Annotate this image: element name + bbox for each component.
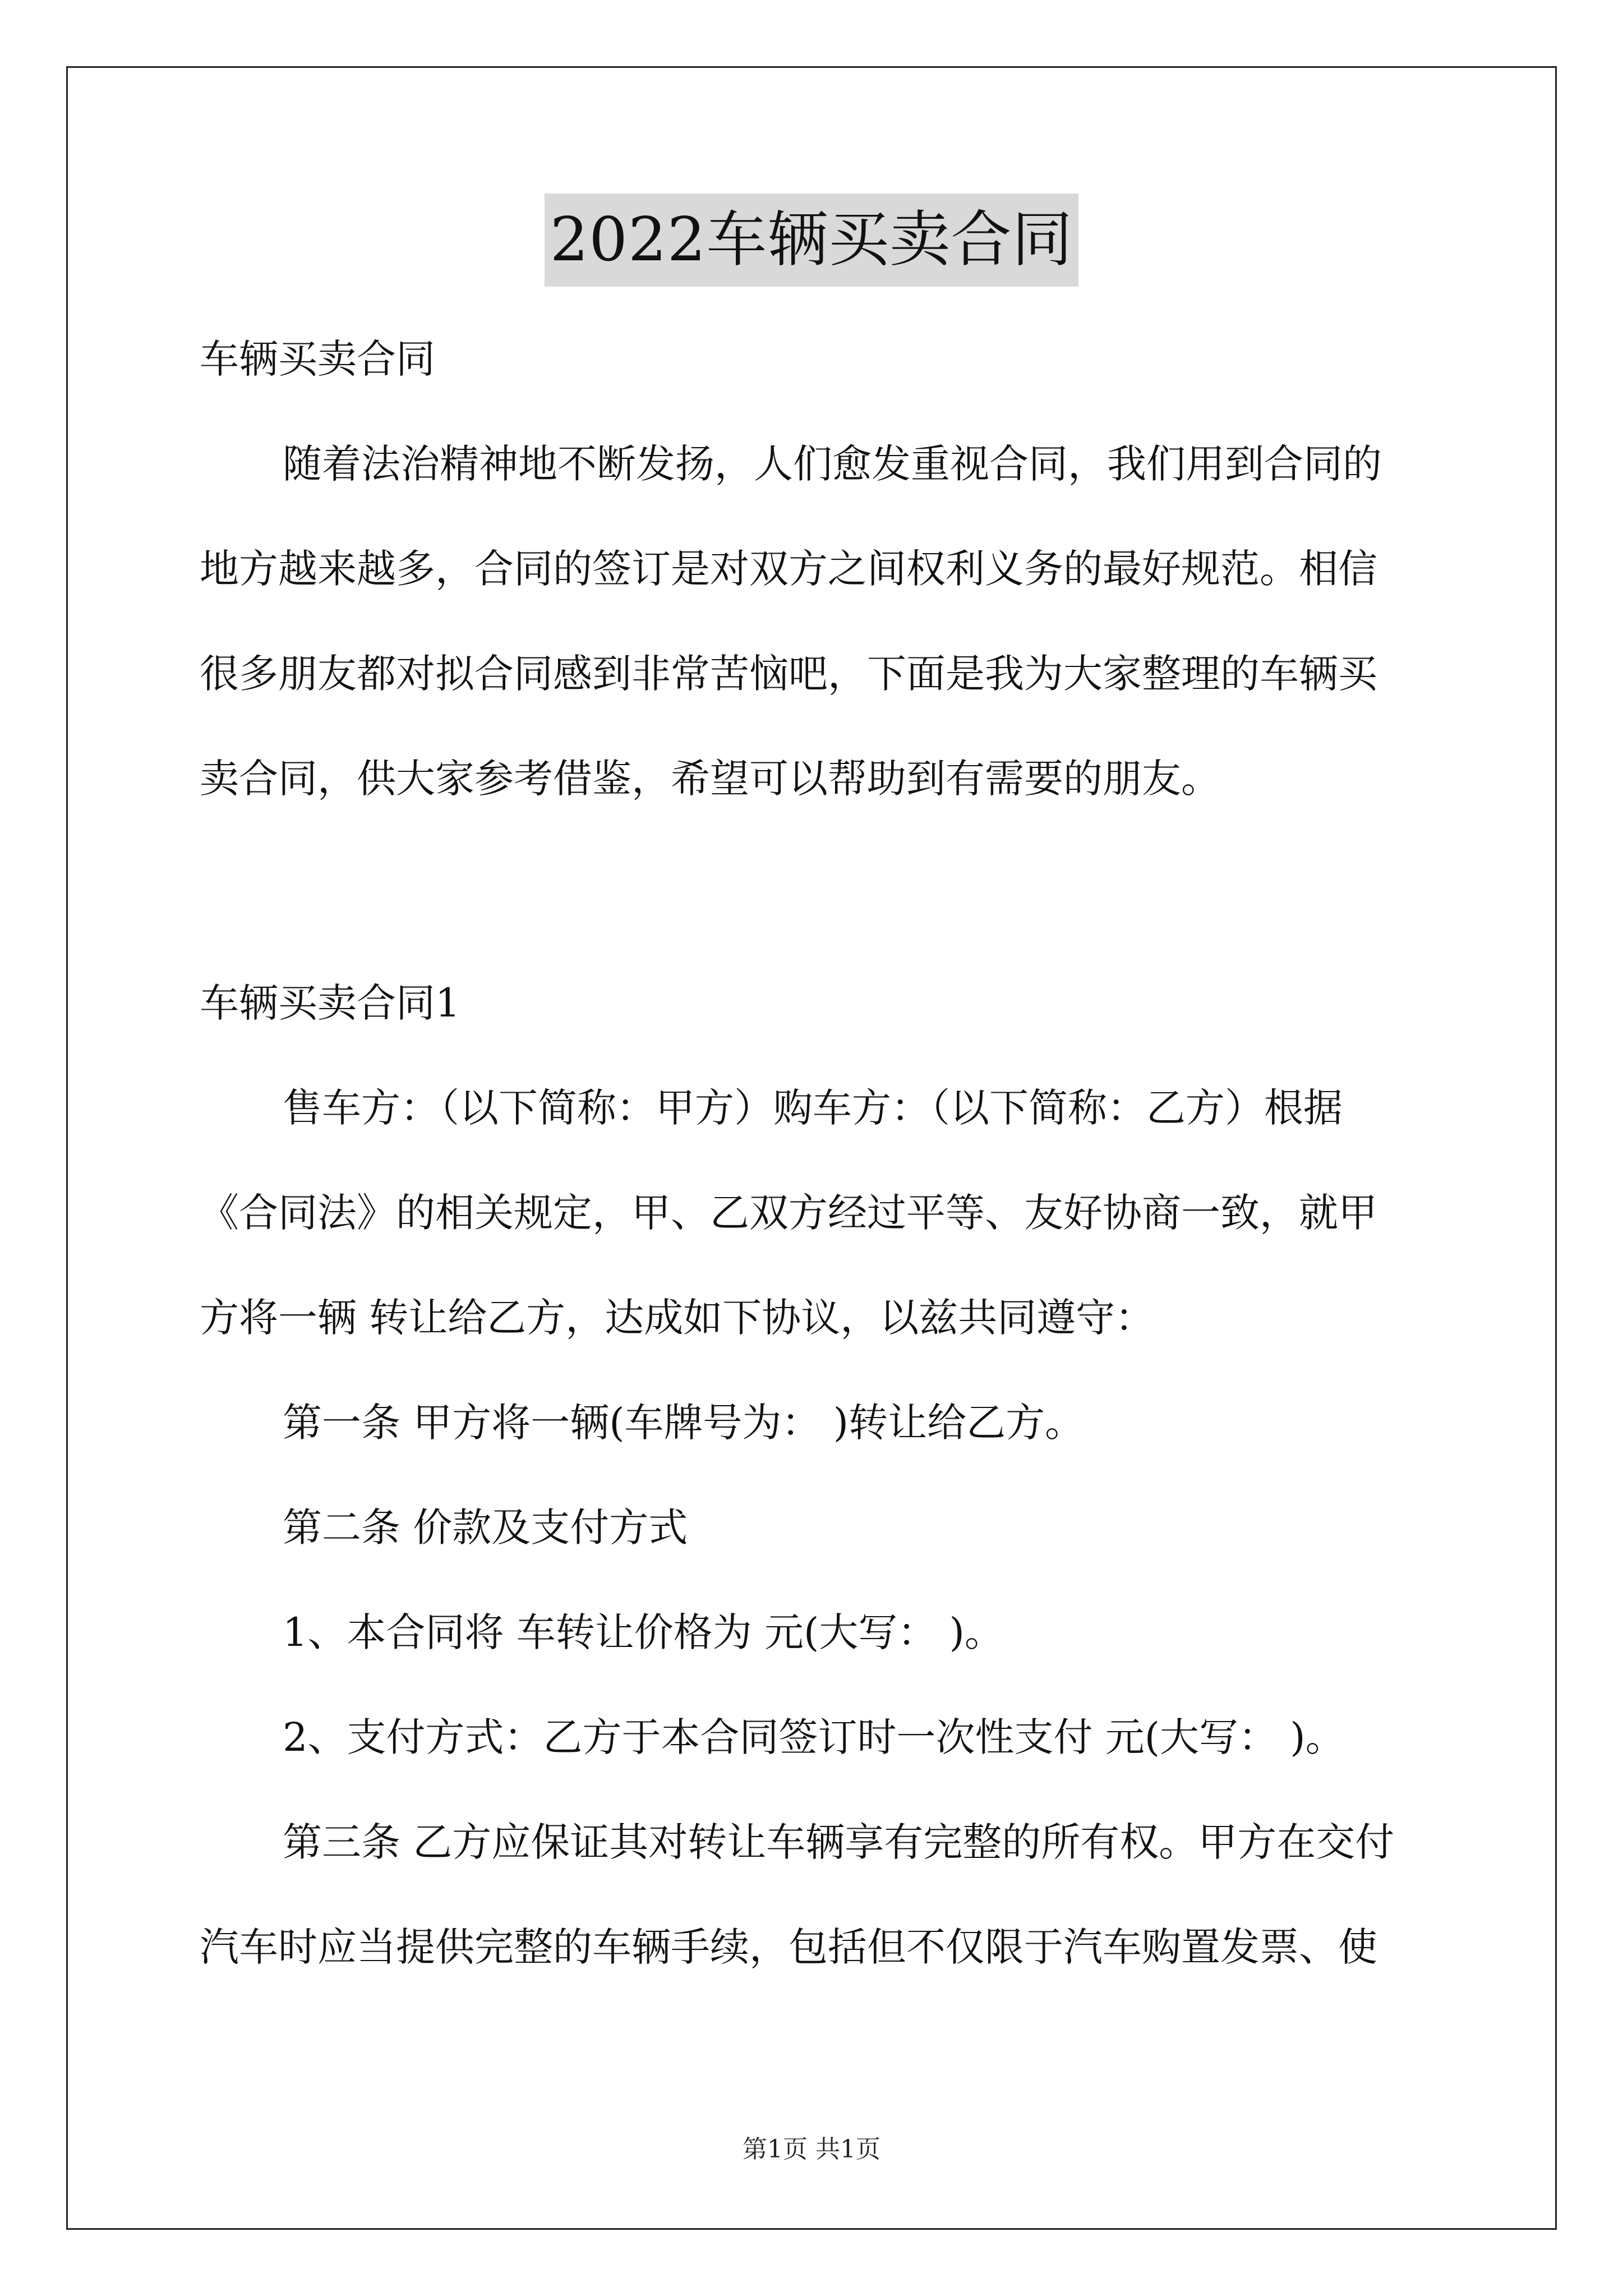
paragraph-line: 《合同法》的相关规定，甲、乙双方经过平等、友好协商一致，就甲	[200, 1190, 1377, 1236]
title-container	[0, 194, 1623, 287]
clause-line: 汽车时应当提供完整的车辆手续，包括但不仅限于汽车购置发票、使	[200, 1924, 1377, 1970]
clause-line: 1、本合同将 车转让价格为 元(大写： )。	[283, 1609, 1004, 1655]
paragraph-line: 随着法治精神地不断发扬，人们愈发重视合同，我们用到合同的	[283, 441, 1382, 487]
paragraph-line: 地方越来越多，合同的签订是对双方之间权利义务的最好规范。相信	[200, 546, 1377, 592]
paragraph-line: 售车方：（以下简称：甲方）购车方：（以下简称：乙方）根据	[283, 1085, 1343, 1131]
paragraph-line: 方将一辆 转让给乙方，达成如下协议，以兹共同遵守：	[200, 1295, 1155, 1341]
clause-line: 第二条 价款及支付方式	[283, 1504, 688, 1550]
clause-line: 2、支付方式：乙方于本合同签订时一次性支付 元(大写： )。	[283, 1714, 1345, 1760]
paragraph-line: 很多朋友都对拟合同感到非常苦恼吧，下面是我为大家整理的车辆买	[200, 651, 1377, 697]
document-title: 2022车辆买卖合同	[545, 194, 1079, 287]
clause-line: 第一条 甲方将一辆(车牌号为： )转让给乙方。	[283, 1400, 1085, 1446]
section-heading: 车辆买卖合同1	[200, 980, 460, 1026]
page-border	[66, 66, 1557, 2230]
section-heading: 车辆买卖合同	[200, 336, 435, 382]
clause-line: 第三条 乙方应保证其对转让车辆享有完整的所有权。甲方在交付	[283, 1819, 1395, 1865]
paragraph-line: 卖合同，供大家参考借鉴，希望可以帮助到有需要的朋友。	[200, 756, 1220, 802]
page-number: 第1页 共1页	[743, 2135, 880, 2164]
